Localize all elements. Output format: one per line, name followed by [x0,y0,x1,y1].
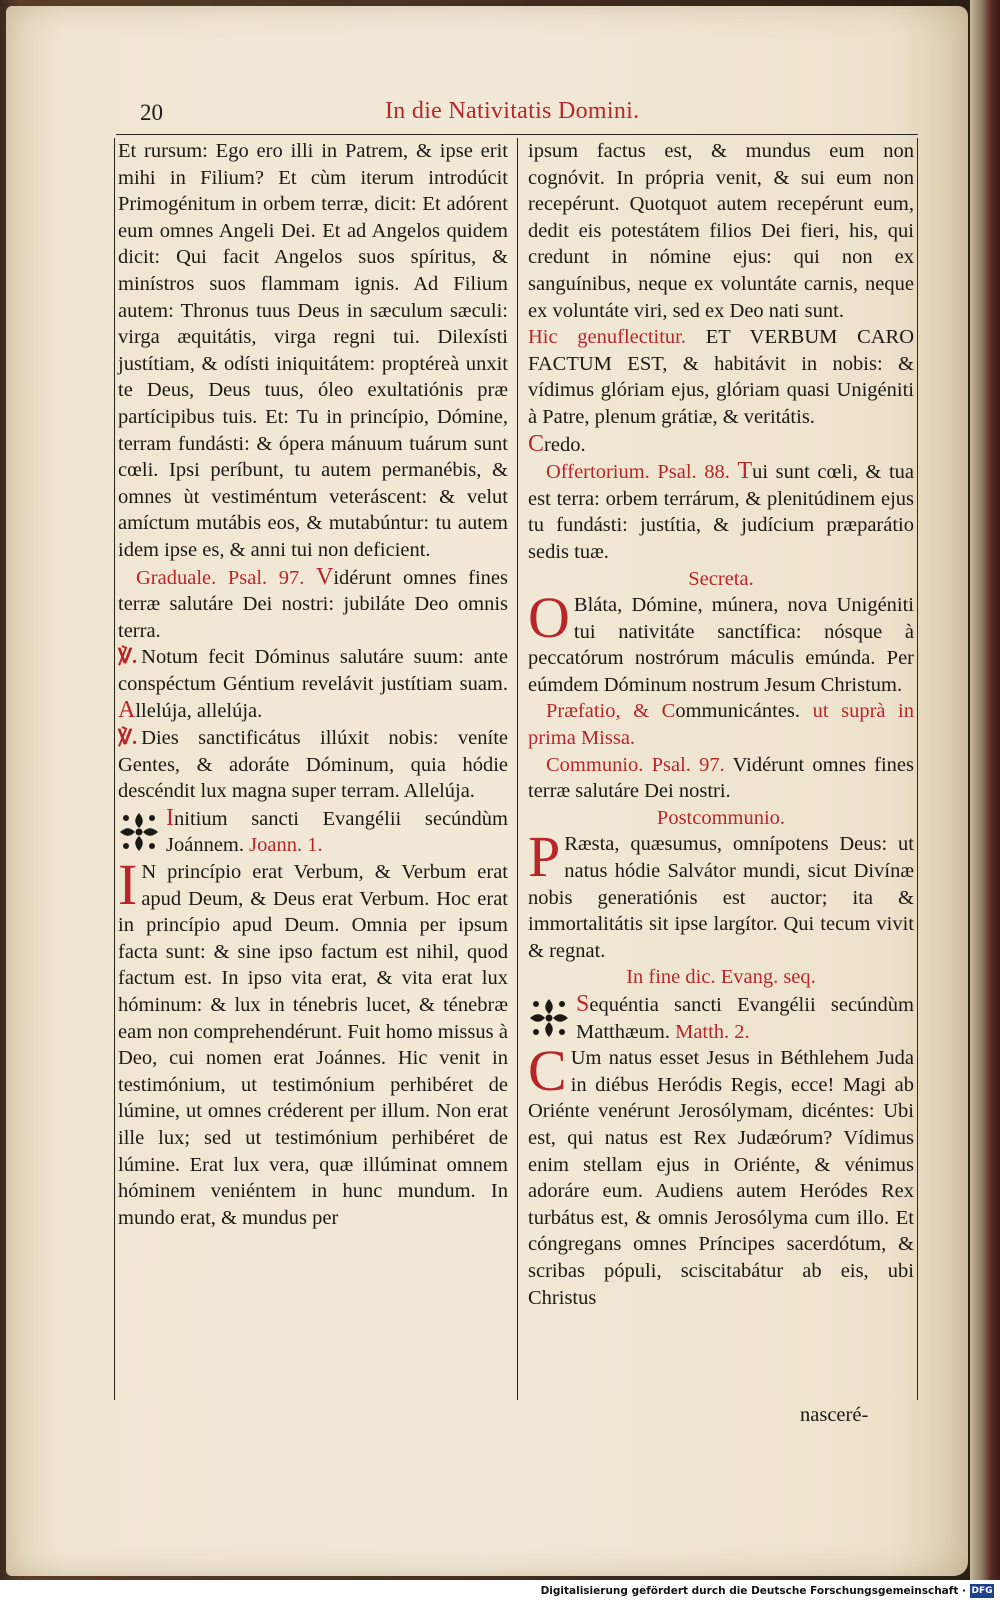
communion-initial: V [732,753,747,776]
gospel-continuation: ipsum factus est, & mundus eum non cognóvit. In própria venit, & sui eum non recepérunt. Quotquot autem recepérunt eum, dedit eis potestátem filios Dei fieri, his, qui credunt in nómine ejus: qui non ex sanguínibus, neque ex voluntáte carnis, neque ex voluntáte viri, sed ex Deo nati sunt. [528,140,914,322]
gospel2-intro [576,991,914,1045]
left-column [118,138,508,1231]
final-gospel-rubric: In fine dic. Evang. seq. [626,966,816,989]
offertory-label: Offertorium. Psal. 88. [546,461,730,484]
offertory [528,458,914,565]
gospel-intro-text: nitium sancti Evangélii secúndùm Joánnem. [166,807,508,857]
gospel-matthew-text: Um natus esset Jesus in Béthlehem Juda in diébus Heródis Regis, ecce! Magi ab Oriénte venérunt Jerosólymam, dicéntes: Ubi est, qui natus est Rex Judæórum? Vídimus enim stellam ejus in Oriénte, & vénimus adoráre eum. Audiens autem Heródes Rex turbátus est, & omnis Jerosólyma cum illo. Et cóngregans omnes Príncipes sacerdótum, & scribas pópuli, sciscitabátur ab eis, ubi Christus [528,1047,914,1309]
verbum-text: ET VERBUM CARO FACTUM EST, & habitávit in nobis: & vídimus glóriam ejus, glóriam quasi Unigéniti à Patre, plenum grátiæ, & veritátis. [528,326,915,428]
secret-heading: Secreta. [688,567,754,590]
gospel2-dropcap: C [528,1038,567,1104]
offertory-initial: T [737,458,753,485]
gospel2-reference: Matth. 2. [675,1020,750,1043]
catchword: nasceré- [800,1404,869,1426]
book-binding-edge [970,0,1000,1580]
dfg-logo: DFG [971,1586,993,1596]
credo [528,431,914,459]
gospel-intro-initial: I [166,804,174,831]
gradual-label: Graduale. Psal. 97. [136,566,305,589]
gospel-heading [118,805,508,859]
gospel-reference: Joann. 1. [249,834,323,857]
preface-label: Præfatio, & C [546,700,676,723]
gospel2-heading [528,991,914,1045]
right-column [528,138,914,1311]
epistle-continuation: Et rursum: Ego ero illi in Patrem, & ipse erit mihi in Filium? Et cùm iterum introdúcit Primogénitum in orbem terræ, dicit: Et adórent eum omnes Angeli Dei. Et ad Angelos quidem dicit: Qui facit Angelos suos spíritus, & minístros suos flammam ignis. Ad Filium autem: Thronus tuus Deus in sæculum sæculi: virga æquitátis, virga regni tui. Dilexísti justítiam, & odísti iniquitátem: proptéreà unxit te Deus, Deus tuus, óleo exultatiónis præ partícipibus tuis. Et: Tu in princípio, Dómine, terram fundásti: & ópera mánuum tuárum sunt cœli. Ipsi períbunt, tu autem permanébis, & omnes ùt vestiméntum veteráscent: & velut amíctum mutábis eos, & mutabúntur: tu autem idem ipse es, & anni tui non deficient. [118,140,508,561]
versicle-1 [118,644,508,725]
gospel-john-text: N princípio erat Verbum, & Verbum erat apud Deum, & Deus erat Verbum. Hoc erat in princípio apud Deum. Omnia per ipsum facta sunt: & sine ipso factum est nihil, quod factum est. In ipso vita erat, & vita erat lux hóminum: & lux in ténebris lucet, & ténebræ eam non comprehendérunt. Fuit homo missus à Deo, cui nomen erat Joánnes. Hic venit in testimónium, ut testimónium perhibéret de lúmine, ut omnes créderent per illum. Non erat ille lux; sed ut testimónium perhibéret de lúmine. Erat lux vera, quæ illúminat omnem hóminem veniéntem in hunc mundum. In mundo erat, & mundus per [118,861,508,1229]
running-title: In die Nativitatis Domini. [385,98,640,124]
gradual-text: idérunt omnes fines terræ salutáre Dei nostri: jubiláte Deo omnis terra. [118,566,508,642]
credo-text: redo. [544,433,586,456]
ornamental-cross-icon [118,809,160,855]
gospel2-intro-initial: S [576,991,590,1017]
credo-initial: C [528,430,545,457]
secret-dropcap: O [528,585,570,651]
gospel-matthew [528,1038,914,1311]
right-border-line [917,138,918,1400]
postcommunion-heading: Postcommunio. [656,806,786,829]
postcommunion [528,824,914,964]
page-header [140,98,916,132]
page-number: 20 [140,100,163,125]
gospel-dropcap: I [118,852,138,918]
alleluia-text: llelúja, allelúja. [135,700,263,723]
preface [528,698,914,751]
communion-label: Communio. Psal. 97. [546,753,725,776]
versicle-2 [118,725,508,805]
gradual-initial: V [316,563,334,590]
secret [528,585,914,698]
secret-text: Bláta, Dómine, múnera, nova Unigéniti tui nativitáte sanctífica: nósque à peccatórum nostrórum máculis emúnda. Per eúmdem Dóminum nostrum Jesum Christum. [528,594,914,696]
left-border-line [114,138,115,1400]
genuflect-rubric: Hic genuflectitur. [528,326,687,349]
preface-text: ommunicántes. [675,700,801,723]
gospel-john [118,852,508,1231]
column-divider [517,138,518,1400]
versicle-1-text: Notum fecit Dóminus salutáre suum: ante conspéctum Géntium revelávit justítiam suam. [118,646,508,695]
footer-credit: Digitalisierung gefördert durch die Deutsche Forschungsgemeinschaft · [540,1585,966,1597]
communion-text: idérunt omnes fines terræ salutáre Dei nostri. [528,753,914,803]
alleluia-initial: A [118,697,136,724]
communion [528,752,914,805]
preface-note: ut suprà in prima Missa. [528,700,915,750]
header-rule [116,134,918,135]
offertory-text: ui sunt cœli, & tua est terra: orbem terrárum, & plenitúdinem ejus tu fundásti: justítia, & judícium præparátio sedis tuæ. [528,461,915,563]
postcommunion-text: Ræsta, quæsumus, omnípotens Deus: ut natus hódie Salvátor mundi, sicut Divínæ nobis generatiónis est auctor; ita & immortalitátis sit ipse largítor. Qui tecum vivit & regnat. [528,833,914,962]
gradual [118,564,508,645]
gospel2-intro-text: equéntia sancti Evangélii secúndùm Matthæum. [576,994,914,1043]
versicle-mark: ℣. [118,646,138,669]
verbum-caro [528,324,914,430]
versicle-mark: ℣. [118,727,138,750]
versicle-2-text: Dies sanctificátus illúxit nobis: veníte Gentes, & adoráte Dóminum, quia hódie descéndit lux magna super terram. Allelúja. [118,727,508,803]
gospel-intro [166,805,508,859]
postcommunion-dropcap: P [528,824,561,890]
digitization-footer [0,1580,1000,1603]
ornamental-cross-icon [528,995,570,1041]
